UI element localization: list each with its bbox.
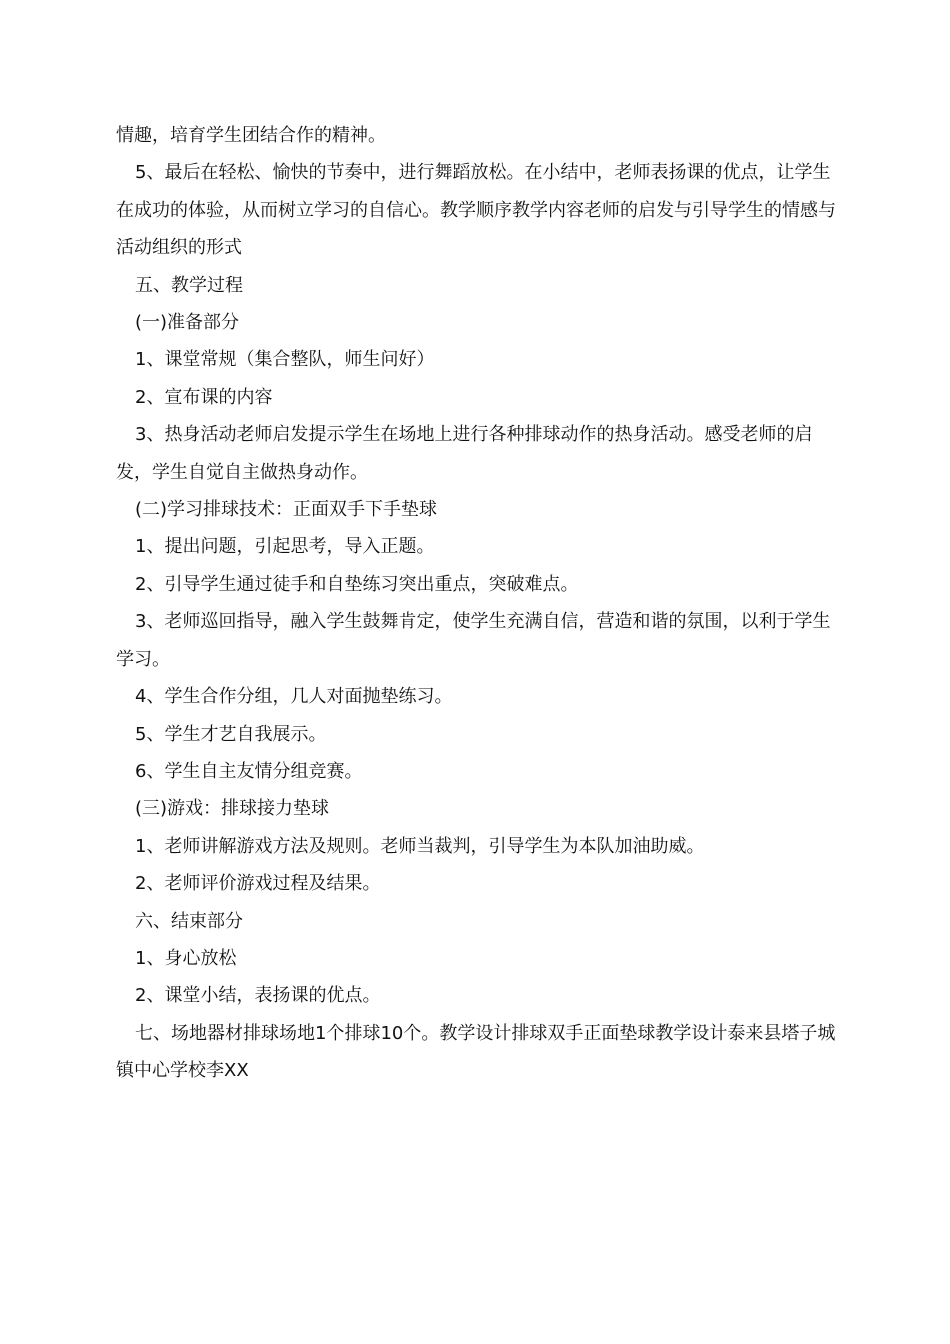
list-item: 2、老师评价游戏过程及结果。 <box>135 873 381 895</box>
list-item: 3、热身活动老师启发提示学生在场地上进行各种排球动作的热身活动。感受老师的启发，学生自觉自主做热身动作。 <box>116 424 813 483</box>
subsection-heading-1: (一)准备部分 <box>135 312 240 334</box>
section-heading-7: 七、场地器材排球场地1个排球10个。教学设计排球双手正面垫球教学设计泰来县塔子城镇中心学校李XX <box>116 1022 836 1082</box>
document-body <box>116 117 836 1090</box>
list-item: 1、老师讲解游戏方法及规则。老师当裁判，引导学生为本队加油助威。 <box>135 835 705 857</box>
list-item: 6、学生自主友情分组竞赛。 <box>135 760 363 782</box>
subsection-heading-3: (三)游戏：排球接力垫球 <box>135 798 330 820</box>
list-item: 2、引导学生通过徒手和自垫练习突出重点，突破难点。 <box>135 573 579 595</box>
list-item: 1、课堂常规（集合整队，师生问好） <box>135 349 435 371</box>
list-item: 4、学生合作分组，几人对面抛垫练习。 <box>135 686 453 708</box>
list-item: 2、课堂小结，表扬课的优点。 <box>135 985 381 1007</box>
section-heading-6: 六、结束部分 <box>135 910 243 932</box>
section-heading-5: 五、教学过程 <box>135 274 243 296</box>
paragraph-1: 情趣，培育学生团结合作的精神。 <box>116 125 386 146</box>
paragraph-2: 5、最后在轻松、愉快的节奏中，进行舞蹈放松。在小结中，老师表扬课的优点，让学生在成功的体验，从而树立学习的自信心。教学顺序教学内容老师的启发与引导学生的情感与活动组织的形式 <box>116 162 836 259</box>
list-item: 1、身心放松 <box>135 947 237 969</box>
subsection-heading-2: (二)学习排球技术：正面双手下手垫球 <box>135 499 438 521</box>
list-item: 5、学生才艺自我展示。 <box>135 723 327 745</box>
list-item: 3、老师巡回指导，融入学生鼓舞肯定，使学生充满自信，营造和谐的氛围，以利于学生学习。 <box>116 611 831 670</box>
list-item: 1、提出问题，引起思考，导入正题。 <box>135 536 435 558</box>
list-item: 2、宣布课的内容 <box>135 386 273 408</box>
